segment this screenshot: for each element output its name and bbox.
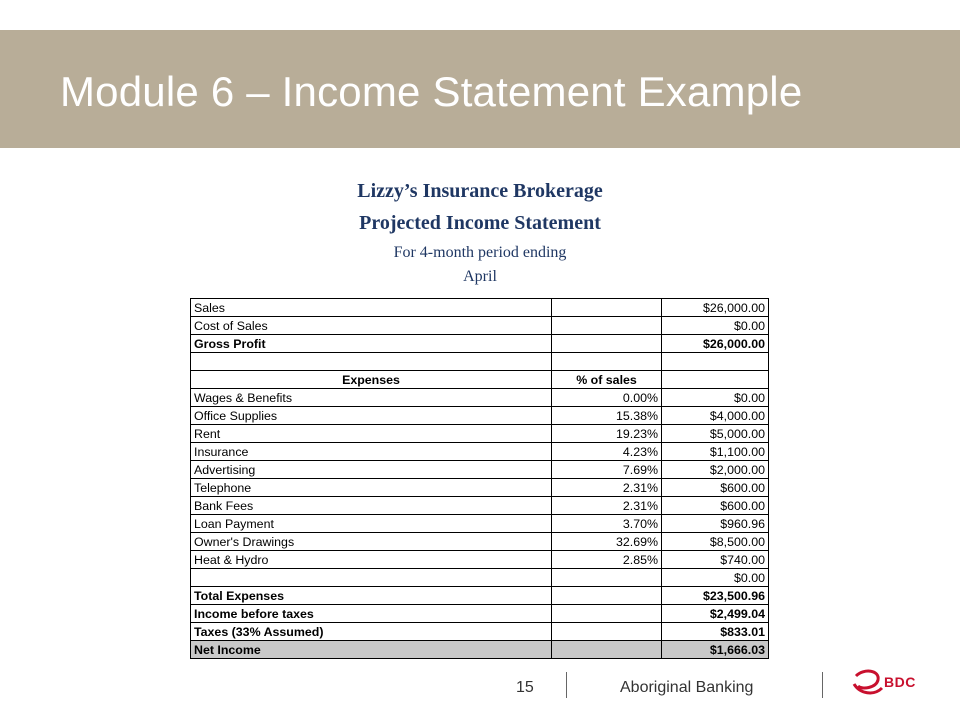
row-label: Sales	[191, 299, 552, 317]
row-amount: $23,500.96	[662, 587, 769, 605]
row-amount: $960.96	[662, 515, 769, 533]
logo-text: BDC	[884, 674, 916, 690]
row-amount: $600.00	[662, 479, 769, 497]
statement-title: Projected Income Statement	[359, 212, 601, 234]
footer-divider	[566, 672, 567, 698]
row-pct	[552, 587, 662, 605]
row-amount	[662, 353, 769, 371]
row-label	[191, 353, 552, 371]
table-row-total-expenses	[191, 587, 769, 605]
row-amount: $2,499.04	[662, 605, 769, 623]
row-pct	[552, 353, 662, 371]
row-label: Gross Profit	[191, 335, 552, 353]
row-amount: $5,000.00	[662, 425, 769, 443]
row-pct: 2.31%	[552, 497, 662, 515]
row-pct: 2.31%	[552, 479, 662, 497]
row-label	[191, 569, 552, 587]
row-label: Cost of Sales	[191, 317, 552, 335]
row-label: Taxes (33% Assumed)	[191, 623, 552, 641]
company-name: Lizzy’s Insurance Brokerage	[357, 180, 603, 202]
row-label: Wages & Benefits	[191, 389, 552, 407]
table-row-sales	[191, 299, 769, 317]
table-row-net-income	[191, 641, 769, 659]
row-pct	[552, 569, 662, 587]
column-header-expenses: Expenses	[191, 371, 552, 389]
period-month: April	[463, 268, 497, 285]
row-pct: 32.69%	[552, 533, 662, 551]
row-amount: $26,000.00	[662, 299, 769, 317]
row-label: Telephone	[191, 479, 552, 497]
table-row-cost-of-sales	[191, 317, 769, 335]
table-row-telephone	[191, 479, 769, 497]
row-pct: 7.69%	[552, 461, 662, 479]
row-pct: 15.38%	[552, 407, 662, 425]
row-pct	[552, 335, 662, 353]
table-row-expenses-header	[191, 371, 769, 389]
row-amount: $0.00	[662, 317, 769, 335]
row-amount: $1,666.03	[662, 641, 769, 659]
column-header-pct: % of sales	[552, 371, 662, 389]
row-amount: $740.00	[662, 551, 769, 569]
title-band	[0, 30, 960, 148]
table-row-owners-drawings	[191, 533, 769, 551]
table-row-heat-hydro	[191, 551, 769, 569]
row-amount: $600.00	[662, 497, 769, 515]
table-row-income-before-taxes	[191, 605, 769, 623]
row-pct: 3.70%	[552, 515, 662, 533]
period-label: For 4-month period ending	[393, 244, 567, 261]
row-amount: $8,500.00	[662, 533, 769, 551]
row-pct: 4.23%	[552, 443, 662, 461]
table-row-insurance	[191, 443, 769, 461]
footer-label: Aboriginal Banking	[620, 679, 754, 696]
row-amount: $1,100.00	[662, 443, 769, 461]
row-amount: $0.00	[662, 389, 769, 407]
row-label: Advertising	[191, 461, 552, 479]
page-number: 15	[516, 679, 534, 696]
row-amount: $0.00	[662, 569, 769, 587]
table-row-rent	[191, 425, 769, 443]
slide-title: Module 6 – Income Statement Example	[60, 68, 803, 115]
row-pct	[552, 605, 662, 623]
row-label: Loan Payment	[191, 515, 552, 533]
row-label: Owner's Drawings	[191, 533, 552, 551]
row-pct: 0.00%	[552, 389, 662, 407]
row-amount: $833.01	[662, 623, 769, 641]
table-row-gross-profit	[191, 335, 769, 353]
row-label: Net Income	[191, 641, 552, 659]
table-row-blank-amount	[191, 569, 769, 587]
table-row-blank	[191, 353, 769, 371]
table-row-loan-payment	[191, 515, 769, 533]
row-pct	[552, 641, 662, 659]
footer-divider	[822, 672, 823, 698]
row-amount	[662, 371, 769, 389]
row-pct: 2.85%	[552, 551, 662, 569]
row-label: Rent	[191, 425, 552, 443]
row-label: Total Expenses	[191, 587, 552, 605]
table-row-advertising	[191, 461, 769, 479]
row-label: Insurance	[191, 443, 552, 461]
table-row-wages	[191, 389, 769, 407]
table-row-bank-fees	[191, 497, 769, 515]
row-amount: $26,000.00	[662, 335, 769, 353]
row-amount: $2,000.00	[662, 461, 769, 479]
row-pct	[552, 299, 662, 317]
row-label: Office Supplies	[191, 407, 552, 425]
row-label: Bank Fees	[191, 497, 552, 515]
income-statement-table	[190, 298, 769, 659]
row-pct	[552, 317, 662, 335]
row-label: Income before taxes	[191, 605, 552, 623]
table-row-office-supplies	[191, 407, 769, 425]
row-amount: $4,000.00	[662, 407, 769, 425]
row-pct	[552, 623, 662, 641]
row-pct: 19.23%	[552, 425, 662, 443]
row-label: Heat & Hydro	[191, 551, 552, 569]
table-row-taxes	[191, 623, 769, 641]
